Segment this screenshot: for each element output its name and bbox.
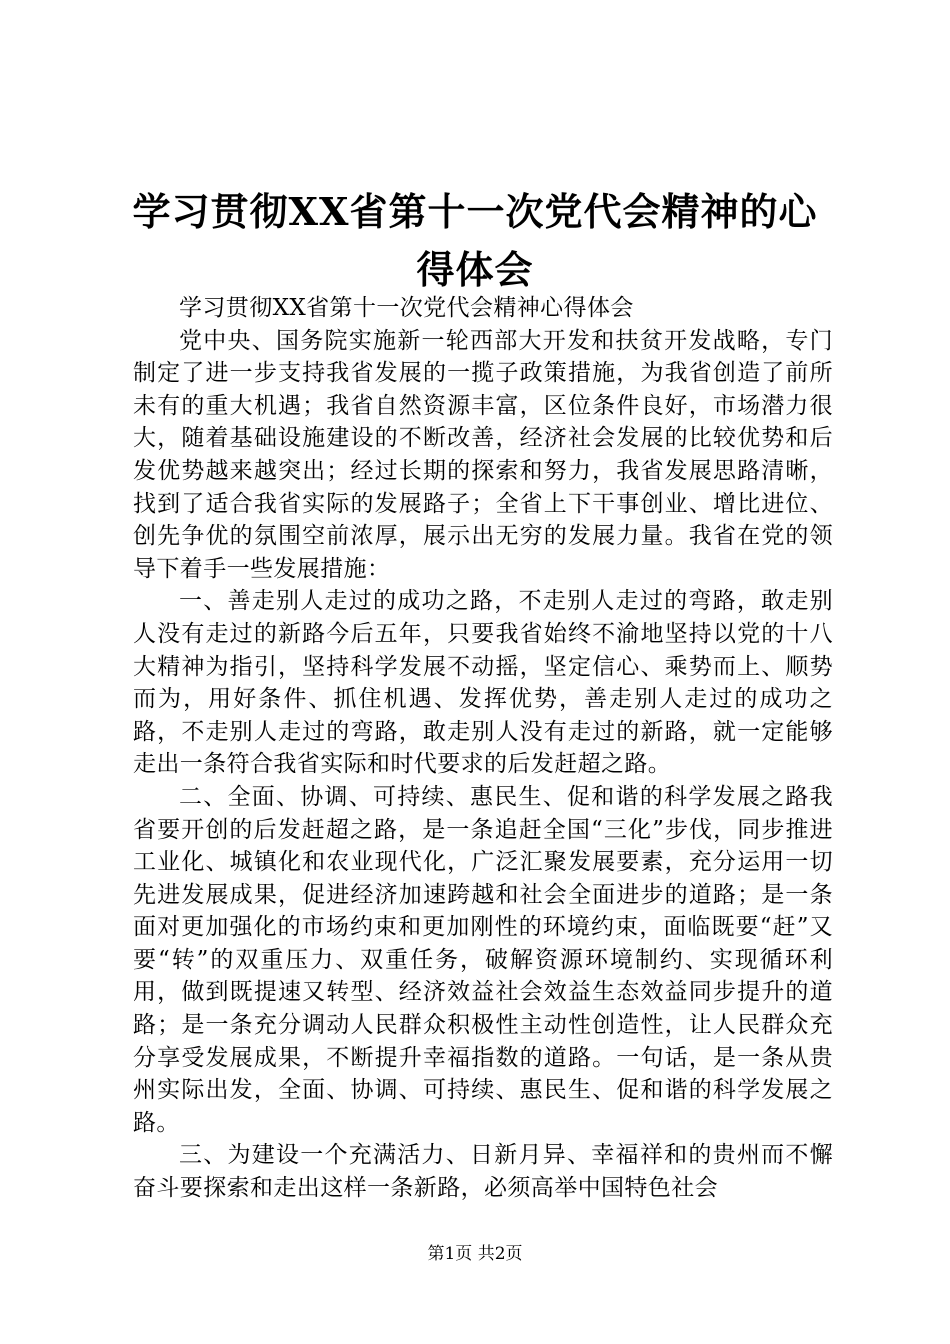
paragraph-subtitle: 学习贯彻XX省第十一次党代会精神心得体会 <box>179 295 634 321</box>
paragraph-section-2: 二、全面、协调、可持续、惠民生、促和谐的科学发展之路我省要开创的后发赶超之路，是一条追赶全国“三化”步伐，同步推进工业化、城镇化和农业现代化，广泛汇聚发展要素，充分运用一切先进发展成果，促进经济加速跨越和社会全面进步的道路；是一条面对更加强化的市场约束和更加刚性的环境约束，面临既要“赶”又要“转”的双重压力、双重任务，破解资源环境制约、实现循环利用，做到既提速又转型、经济效益社会效益生态效益同步提升的道路；是一条充分调动人民群众积极性主动性创造性，让人民群众充分享受发展成果，不断提升幸福指数的道路。一句话，是一条从贵州实际出发，全面、协调、可持续、惠民生、促和谐的科学发展之路。 <box>133 783 833 1136</box>
paragraph-section-1: 一、善走别人走过的成功之路，不走别人走过的弯路，敢走别人没有走过的新路今后五年，只要我省始终不渝地坚持以党的十八大精神为指引，坚持科学发展不动摇，坚定信心、乘势而上、顺势而为，用好条件、抓住机遇、发挥优势，善走别人走过的成功之路，不走别人走过的弯路，敢走别人没有走过的新路，就一定能够走出一条符合我省实际和时代要求的后发赶超之路。 <box>133 588 833 778</box>
paragraph-section-3: 三、为建设一个充满活力、日新月异、幸福祥和的贵州而不懈奋斗要探索和走出这样一条新路，必须高举中国特色社会 <box>133 1142 833 1202</box>
document-body <box>133 292 833 1205</box>
paragraph-intro: 党中央、国务院实施新一轮西部大开发和扶贫开发战略，专门制定了进一步支持我省发展的一揽子政策措施，为我省创造了前所未有的重大机遇；我省自然资源丰富，区位条件良好，市场潜力很大，随着基础设施建设的不断改善，经济社会发展的比较优势和后发优势越来越突出；经过长期的探索和努力，我省发展思路清晰，找到了适合我省实际的发展路子；全省上下干事创业、增比进位、创先争优的氛围空前浓厚，展示出无穷的发展力量。我省在党的领导下着手一些发展措施： <box>133 327 833 582</box>
document-title: 学习贯彻XX省第十一次党代会精神的心得体会 <box>132 189 818 293</box>
page-footer: 第1页 共2页 <box>427 1244 523 1264</box>
